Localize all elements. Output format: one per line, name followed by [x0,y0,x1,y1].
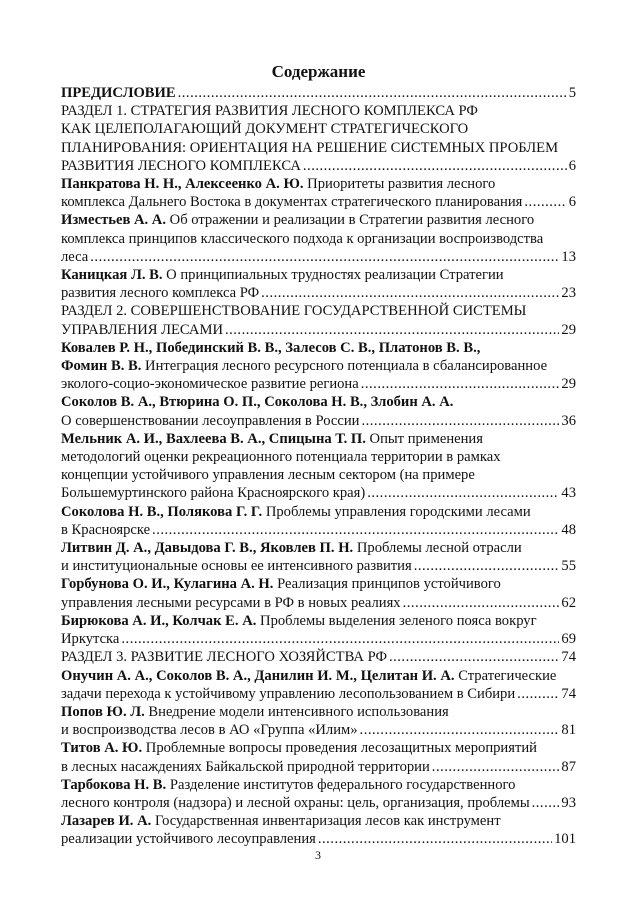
toc-entry-text [61,685,515,703]
toc-entry-line [61,139,576,157]
toc-entry-text [61,248,88,266]
toc-entry-line [61,557,576,575]
toc-entry-title: КАК ЦЕЛЕПОЛАГАЮЩИЙ ДОКУМЕНТ СТРАТЕГИЧЕСКОГО [61,121,469,138]
toc-entry-text [61,120,468,138]
toc-entry [61,812,576,848]
toc-entry [61,393,576,429]
toc-entry-authors: Попов Ю. Л. [61,703,145,720]
toc-leader-dots [225,321,559,339]
toc-entry [61,175,576,211]
toc-entry-title: комплекса принципов классического подхода к организации воспроизводства [61,230,544,247]
toc-entry-text [61,575,501,593]
toc-entry-authors: Мельник А. И., Вахлеева В. А., Спицына Т. П. [61,430,366,447]
toc-entry-title: Большемуртинского района Красноярского края) [61,485,366,502]
toc-page-number: 43 [561,485,576,502]
toc-entry-text [61,703,449,721]
toc-entry-line [61,612,576,630]
toc-entry-title: Интеграция лесного ресурсного потенциала в сбалансированное [141,358,548,375]
toc-page-number: 74 [561,685,576,702]
toc-entry [61,539,576,575]
toc-entry-line [61,375,576,393]
toc-entry-authors: Соколова Н. В., Полякова Г. Г. [61,503,263,520]
toc-entry-text [61,412,359,430]
toc-entry-text [61,321,223,339]
toc-page-number: 74 [561,649,576,666]
toc-entry-text [61,284,259,302]
toc-entry-line [61,758,576,776]
toc-page-number: 6 [568,194,576,211]
toc-page-number: 55 [561,558,576,575]
toc-page-number: 36 [561,412,576,429]
toc-entry-title: УПРАВЛЕНИЯ ЛЕСАМИ [61,321,223,338]
toc-entry-text [61,812,501,830]
toc-page-number: 81 [561,722,576,739]
toc-entry-authors: Фомин В. В. [61,358,142,375]
toc-leader-dots [121,630,559,648]
toc-entry-title: в Красноярске [61,521,151,538]
toc-entry-authors: Панкратова Н. Н., Алексеенко А. Ю. [61,176,304,193]
toc-entry-title: Реализация принципов устойчивого [273,576,501,593]
toc-entry-text [61,594,401,612]
toc-entry-line [61,830,576,848]
toc-leader-dots [152,521,559,539]
toc-list [61,84,576,849]
toc-entry-title: комплекса Дальнего Востока в документах стратегического планирования [61,194,523,211]
toc-entry-text [61,193,522,211]
toc-entry-title: развития лесного комплекса РФ [61,285,260,302]
toc-entry-title: в лесных насаждениях Байкальской природной территории [61,758,430,775]
toc-leader-dots [414,557,560,575]
toc-entry-line [61,193,576,211]
toc-entry-title: РАЗДЕЛ 2. СОВЕРШЕНСТВОВАНИЕ ГОСУДАРСТВЕННОЙ СИСТЕМЫ [61,303,527,320]
toc-entry-line [61,703,576,721]
toc-entry-text [61,721,358,739]
toc-leader-dots [261,284,559,302]
toc-leader-dots [532,794,560,812]
toc-entry-text [61,430,483,448]
toc-leader-dots [517,685,559,703]
toc-page-number: 5 [568,85,576,101]
toc-entry-text [61,667,556,685]
toc-entry-line [61,667,576,685]
toc-entry-line [61,284,576,302]
toc-entry-line [61,120,576,138]
toc-page-number: 6 [568,157,576,174]
toc-entry-authors: Ковалев Р. Н., Побединский В. В., Залесов С. В., Платонов В. В., [61,339,481,356]
toc-entry-title: Внедрение модели интенсивного использования [144,703,449,720]
toc-entry-line [61,211,576,229]
toc-entry-authors: Бирюкова А. И., Колчак Е. А. [61,612,257,629]
toc-entry [61,503,576,539]
toc-page-number: 48 [561,521,576,538]
toc-entry-text [61,612,537,630]
toc-page [61,62,576,849]
toc-entry-line [61,248,576,266]
toc-entry-line [61,157,576,175]
toc-entry-text [61,339,480,357]
toc-leader-dots [367,484,559,502]
toc-entry-authors: Литвин Д. А., Давыдова Г. В., Яковлев П. Н. [61,540,354,557]
toc-page-number: 23 [561,285,576,302]
toc-page-number: 87 [561,758,576,775]
toc-entry-line [61,430,576,448]
toc-entry-line [61,302,576,320]
toc-entry-line [61,521,576,539]
toc-entry-text [61,375,359,393]
toc-entry-line [61,484,576,502]
toc-leader-dots [361,412,559,430]
toc-entry-authors: Онучин А. А., Соколов В. А., Данилин И. М., Целитан И. А. [61,667,455,684]
toc-entry-title: и институциональные основы ее интенсивного развития [61,558,412,575]
toc-entry-text [61,758,430,776]
toc-leader-dots [178,84,567,102]
toc-entry-line [61,503,576,521]
toc-entry-title: лесного контроля (надзора) и лесной охраны: цель, организация, проблемы [61,794,530,811]
toc-entry-title: и воспроизводства лесов в АО «Группа «Илим» [61,722,358,739]
toc-page-number: 69 [561,631,576,648]
toc-entry [61,667,576,703]
toc-entry-text [61,739,537,757]
toc-entry-text [61,466,475,484]
toc-leader-dots [318,830,552,848]
toc-leader-dots [403,594,560,612]
toc-title: Содержание [271,62,366,81]
toc-entry-authors: Горбунова О. И., Кулагина А. Н. [61,576,274,593]
toc-entry-text [61,357,547,375]
toc-page-number: 101 [554,831,576,848]
toc-entry-line [61,321,576,339]
toc-leader-dots [361,375,560,393]
toc-entry-authors: Лазарев И. А. [61,813,152,830]
toc-page-number: 62 [561,594,576,611]
toc-entry-line [61,575,576,593]
toc-entry-text [61,393,453,411]
toc-entry [61,211,576,266]
toc-entry-line [61,339,576,357]
toc-entry-title: Приоритеты развития лесного [303,176,496,193]
toc-entry-line [61,594,576,612]
toc-entry-text [61,484,365,502]
toc-entry [61,302,576,338]
toc-entry-line [61,466,576,484]
toc-entry-text [61,266,504,284]
toc-entry-authors: ПРЕДИСЛОВИЕ [61,85,176,101]
toc-page-number: 29 [561,376,576,393]
toc-entry-line [61,266,576,284]
toc-entry-title: управления лесными ресурсами в РФ в новых реалиях [61,594,401,611]
toc-entry-text [61,157,301,175]
toc-entry [61,266,576,302]
toc-entry-authors: Изместьев А. А. [61,212,166,229]
toc-entry-title: РАЗВИТИЯ ЛЕСНОГО КОМПЛЕКСА [61,157,301,174]
toc-entry-line [61,84,576,102]
toc-entry-text [61,448,501,466]
toc-entry [61,612,576,648]
toc-entry-text [61,230,543,248]
toc-entry-title: методологий оценки рекреационного потенциала территории в рамках [61,449,501,466]
toc-entry-title: леса [61,248,89,265]
toc-entry-text [61,175,495,193]
toc-entry-title: Проблемы лесной отрасли [353,540,522,557]
toc-entry-line [61,776,576,794]
toc-leader-dots [360,721,560,739]
toc-entry-title: Проблемные вопросы проведения лесозащитных мероприятий [142,740,537,757]
toc-entry-title: РАЗДЕЛ 3. РАЗВИТИЕ ЛЕСНОГО ХОЗЯЙСТВА РФ [61,649,387,666]
toc-page-number: 29 [561,321,576,338]
toc-entry-title: Опыт применения [365,430,483,447]
toc-leader-dots [432,758,560,776]
toc-entry-line [61,794,576,812]
toc-page-number: 13 [561,248,576,265]
toc-entry-title: Разделение институтов федерального государственного [166,776,516,793]
toc-entry-title: РАЗДЕЛ 1. СТРАТЕГИЯ РАЗВИТИЯ ЛЕСНОГО КОМПЛЕКСА РФ [61,103,478,120]
toc-entry-title: ПЛАНИРОВАНИЯ: ОРИЕНТАЦИЯ НА РЕШЕНИЕ СИСТЕМНЫХ ПРОБЛЕМ [61,139,559,156]
toc-entry-title: задачи перехода к устойчивому управлению лесопользованием в Сибири [61,685,516,702]
toc-entry-line [61,448,576,466]
toc-entry-title: Иркутска [61,631,120,648]
toc-entry-line [61,812,576,830]
toc-entry [61,84,576,102]
toc-entry-title: реализации устойчивого лесоуправления [61,831,316,848]
toc-entry-title: Проблемы управления городскими лесами [262,503,531,520]
toc-entry [61,739,576,775]
toc-entry-line [61,648,576,666]
toc-entry [61,430,576,503]
toc-entry-text [61,557,412,575]
toc-entry-title: эколого-социо-экономическое развитие региона [61,376,359,393]
toc-entry-title: О принципиальных трудностях реализации Стратегии [162,267,504,284]
toc-entry-text [61,139,558,157]
toc-leader-dots [303,157,567,175]
toc-entry-line [61,721,576,739]
toc-entry-text [61,630,119,648]
toc-entry-title: Об отражении и реализации в Стратегии развития лесного [166,212,535,229]
toc-entry-line [61,739,576,757]
toc-entry-text [61,211,534,229]
toc-entry [61,703,576,739]
toc-entry-authors: Соколов В. А., Втюрина О. П., Соколова Н. В., Злобин А. А. [61,394,454,411]
toc-entry-text [61,830,316,848]
toc-entry-text [61,648,387,666]
toc-entry [61,339,576,394]
toc-entry [61,648,576,666]
toc-entry [61,776,576,812]
toc-entry-text [61,521,150,539]
toc-entry-line [61,102,576,120]
toc-entry-text [61,84,176,102]
toc-entry-authors: Каницкая Л. В. [61,267,163,284]
toc-entry-line [61,175,576,193]
toc-entry-text [61,302,526,320]
toc-entry-title: концепции устойчивого управления лесным сектором (на примере [61,467,475,484]
toc-entry-text [61,776,515,794]
toc-entry-title: О совершенствовании лесоуправления в России [61,412,360,429]
toc-entry-line [61,357,576,375]
toc-entry-text [61,503,531,521]
toc-entry-title: Проблемы выделения зеленого пояса вокруг [256,612,537,629]
toc-leader-dots [389,648,559,666]
page-number: 3 [315,848,321,862]
toc-leader-dots [524,193,566,211]
toc-entry-text [61,539,522,557]
toc-entry-title: Государственная инвентаризация лесов как инструмент [151,813,501,830]
toc-entry-line [61,412,576,430]
toc-entry-line [61,539,576,557]
toc-entry [61,575,576,611]
toc-entry-line [61,230,576,248]
toc-entry-authors: Титов А. Ю. [61,740,143,757]
toc-entry-text [61,102,478,120]
toc-leader-dots [90,248,559,266]
toc-entry-authors: Тарбокова Н. В. [61,776,167,793]
toc-entry-title: Стратегические [454,667,557,684]
toc-page-number: 93 [561,794,576,811]
toc-entry-line [61,685,576,703]
toc-entry-line [61,630,576,648]
toc-entry-line [61,393,576,411]
toc-entry [61,102,576,175]
toc-entry-text [61,794,530,812]
